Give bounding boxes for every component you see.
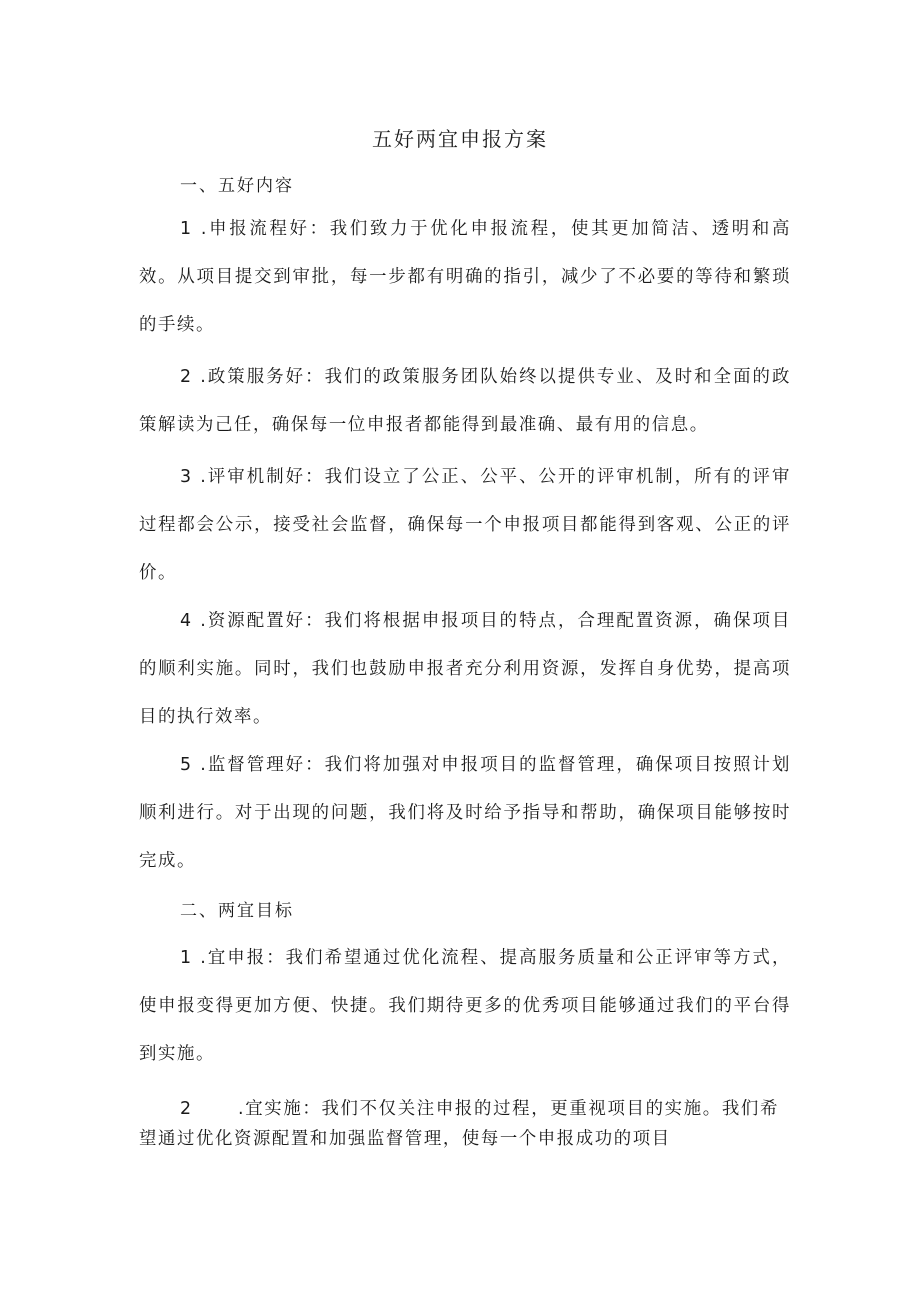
- paragraph-item: 2 .宜实施：我们不仅关注申报的过程，更重视项目的实施。我们希望通过优化资源配置和加强监督管理，使每一个申报成功的项目: [139, 1099, 779, 1149]
- paragraph-item: 1 .申报流程好：我们致力于优化申报流程，使其更加简洁、透明和高效。从项目提交到审批，每一步都有明确的指引，减少了不必要的等待和繁琐的手续。: [139, 219, 791, 335]
- paragraph-item: 2 .政策服务好：我们的政策服务团队始终以提供专业、及时和全面的政策解读为己任，确保每一位申报者都能得到最准确、最有用的信息。: [139, 367, 791, 435]
- document-title: 五好两宜申报方案: [372, 127, 548, 151]
- section-heading-two-goals: 二、两宜目标: [180, 901, 294, 921]
- paragraph-item: 5 .监督管理好：我们将加强对申报项目的监督管理，确保项目按照计划顺利进行。对于出现的问题，我们将及时给予指导和帮助，确保项目能够按时完成。: [139, 755, 791, 871]
- paragraph-item: 1 .宜申报：我们希望通过优化流程、提高服务质量和公正评审等方式，使申报变得更加方便、快捷。我们期待更多的优秀项目能够通过我们的平台得到实施。: [139, 948, 791, 1064]
- section-heading-five-goods: 一、五好内容: [180, 176, 294, 196]
- paragraph-item: 3 .评审机制好：我们设立了公正、公平、公开的评审机制，所有的评审过程都会公示，接受社会监督，确保每一个申报项目都能得到客观、公正的评价。: [139, 467, 791, 583]
- paragraph-item: 4 .资源配置好：我们将根据申报项目的特点，合理配置资源，确保项目的顺利实施。同时，我们也鼓励申报者充分利用资源，发挥自身优势，提高项目的执行效率。: [139, 611, 791, 727]
